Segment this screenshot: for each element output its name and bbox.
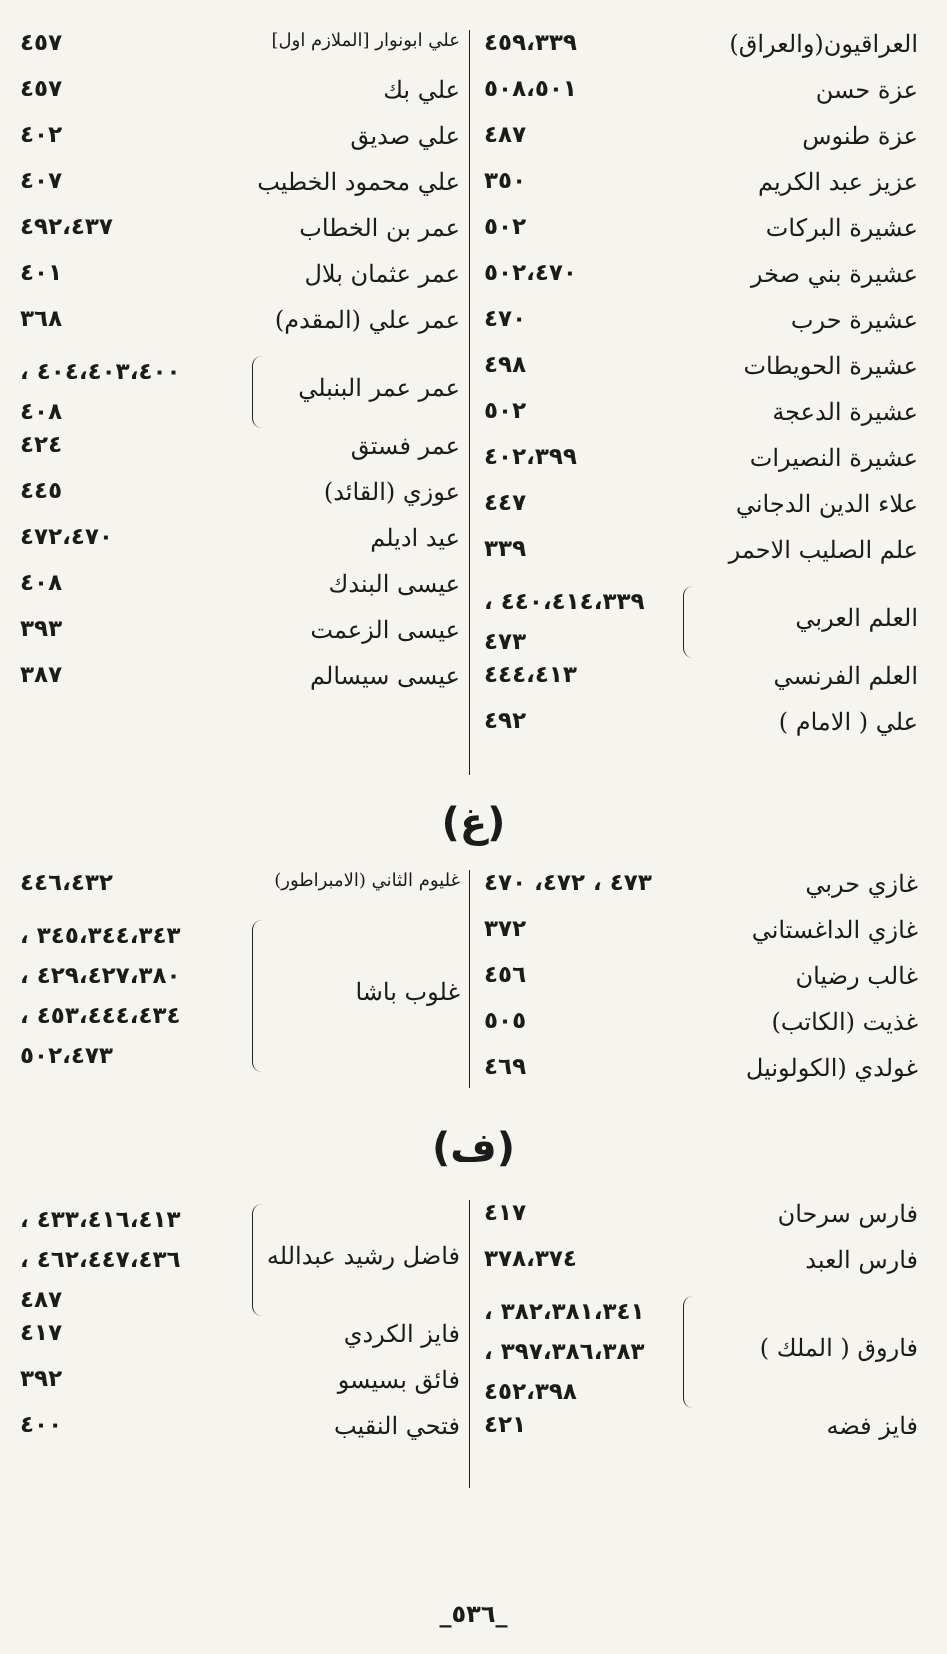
entry-name: عوزي (القائد) [323,478,460,506]
entry-page-numbers [20,352,250,432]
entry-name: عشيرة حرب [790,306,918,334]
entry-name: غازي الداغستاني [751,916,918,944]
entry-name: فتحي النقيب [333,1412,460,1440]
entry-page-numbers [478,536,689,562]
page-number-line: ٤٠٧ [20,168,63,194]
index-entry [478,30,918,76]
entry-page-numbers [478,1008,689,1034]
index-entry [20,30,460,76]
grouping-brace [683,586,694,658]
entry-page-numbers [478,352,689,378]
entry-page-numbers [478,444,689,470]
entry-name: فارس العبد [805,1246,918,1274]
page-number-line: ٤٧٢،٤٧٠ [20,524,113,550]
page-number-line: ٤٥٧ [20,30,63,56]
entry-name: عيسى الزعمت [310,616,460,644]
entry-page-numbers [20,616,250,642]
page-number-line: ٤٠٠ [20,1412,63,1438]
page-number-line: ٤٨٧ [20,1287,63,1313]
entry-page-numbers [20,214,250,240]
index-entry [478,1292,918,1412]
entry-name: غالب رضيان [795,962,918,990]
index-entry [20,122,460,168]
index-entry [20,1320,460,1366]
page-number-line: ٤٤٧ [484,490,527,516]
entry-page-numbers [20,570,250,596]
index-entry [20,214,460,260]
entry-page-numbers [478,1200,689,1226]
entry-page-numbers [20,870,250,896]
page-number-line: ٤٥٣،٤٤٤،٤٣٤ ، [20,1003,181,1029]
grouping-brace [252,920,263,1072]
entry-page-numbers [478,1246,689,1272]
entry-name: فايز الكردي [343,1320,460,1348]
entry-page-numbers [478,962,689,988]
page-number-line: ٥٠٨،٥٠١ [484,76,577,102]
entry-page-numbers [478,1054,689,1080]
page-number-line: ٥٠٢ [484,214,527,240]
section-ghain [0,870,947,1100]
index-entry [478,306,918,352]
entry-name: علي صديق [350,122,460,150]
page-number-line: ٥٠٥ [484,1008,527,1034]
index-entry [478,1200,918,1246]
index-entry [20,916,460,1076]
index-entry [478,490,918,536]
entry-name: عزيز عبد الكريم [757,168,918,196]
entry-page-numbers [20,662,250,688]
page-number-line: ٤٠٤،٤٠٣،٤٠٠ ، [20,359,181,385]
entry-name: علم الصليب الاحمر [728,536,918,564]
page-number-line: ٤١٧ [20,1320,63,1346]
index-entry [20,1200,460,1320]
entry-page-numbers [478,662,689,688]
page-number-line: ٤٤٠،٤١٤،٣٣٩ ، [484,589,645,615]
entry-name: عيسى البندك [328,570,460,598]
index-column-left [20,30,460,708]
index-entry [478,398,918,444]
index-entry [20,306,460,352]
entry-page-numbers [478,1412,689,1438]
page-number-line: ٤٥٧ [20,76,63,102]
index-entry [478,76,918,122]
index-entry [478,962,918,1008]
entry-page-numbers [478,916,689,942]
page-number-line: ٤٤٥ [20,478,63,504]
entry-page-numbers [20,30,250,56]
page-number-line: ٤٧٣ ، ٤٧٢، ٤٧٠ [484,870,652,896]
index-entry [478,122,918,168]
page-number-line: ٤٩٢،٤٣٧ [20,214,113,240]
entry-page-numbers [478,490,689,516]
entry-page-numbers [478,214,689,240]
page-number-line: ٤٠١ [20,260,63,286]
index-entry [478,870,918,916]
entry-page-numbers [478,30,689,56]
page-number-line: ٤٠٨ [20,570,63,596]
index-entry [478,662,918,708]
entry-page-numbers [20,1366,250,1392]
page-number-line: ٥٠٢ [484,398,527,424]
entry-name: علي محمود الخطيب [257,168,460,196]
entry-name: عشيرة الحويطات [743,352,918,380]
page-number-line: ٣٩٧،٣٨٦،٣٨٣ ، [484,1339,645,1365]
entry-name: غليوم الثاني (الامبراطور) [274,870,460,891]
entry-name: علي ( الامام ) [778,708,918,736]
index-entry [478,352,918,398]
column-divider [469,30,470,775]
entry-name: عمر بن الخطاب [299,214,460,242]
entry-name: غازي حربي [805,870,918,898]
entry-name: فارس سرحان [777,1200,918,1228]
grouping-brace [252,1204,263,1316]
entry-page-numbers [478,168,689,194]
page-number-line: ٣٧٨،٣٧٤ [484,1246,577,1272]
entry-page-numbers [20,1200,250,1320]
index-entry [20,570,460,616]
index-column-right [478,30,918,754]
index-entry [20,662,460,708]
entry-page-numbers [20,260,250,286]
page-number-line: ٤٤٦،٤٣٢ [20,870,113,896]
entry-page-numbers [20,916,250,1076]
entry-name: عشيرة الدعجة [772,398,918,426]
page-number-line: ٤٠٢،٣٩٩ [484,444,577,470]
entry-name: عمر علي (المقدم) [274,306,460,334]
page-number-line: ٤٩٨ [484,352,527,378]
entry-page-numbers [20,122,250,148]
entry-page-numbers [20,432,250,458]
page-number-line: ٥٠٢،٤٧٠ [484,260,577,286]
entry-page-numbers [478,1292,689,1412]
page-number-line: ٤٤٤،٤١٣ [484,662,577,688]
section-ain [0,30,947,790]
index-entry [20,524,460,570]
column-divider [469,870,470,1088]
entry-page-numbers [20,524,250,550]
index-entry [20,1412,460,1458]
entry-name: عمر عمر البنبلي [298,374,460,402]
entry-page-numbers [478,398,689,424]
entry-name: عشيرة النصيرات [749,444,918,472]
page-number-line: ٤٥٦ [484,962,527,988]
entry-name: عزة حسن [815,76,918,104]
entry-name: عيد اديلم [370,524,460,552]
page-number-line: ٣٧٢ [484,916,527,942]
index-entry [20,478,460,524]
index-entry [478,1412,918,1458]
page-number-line: ٣٩٣ [20,616,63,642]
entry-name: عيسى سيسالم [310,662,460,690]
entry-name: غلوب باشا [355,978,460,1006]
index-entry [478,1246,918,1292]
entry-name: العراقيون(والعراق) [729,30,918,58]
entry-name: غولدي (الكولونيل [745,1054,918,1082]
entry-name: غذيت (الكاتب) [771,1008,918,1036]
index-column-right [478,870,918,1100]
entry-name: عمر فستق [350,432,460,460]
page-number-line: ٣٦٨ [20,306,63,332]
section-heading-fa: (ف) [431,1125,516,1171]
entry-page-numbers [20,478,250,504]
entry-page-numbers [20,1412,250,1438]
index-column-left [20,870,460,1076]
index-entry [20,432,460,478]
page-number-line: ٣٨٢،٣٨١،٣٤١ ، [484,1299,645,1325]
entry-name: فايز فضه [826,1412,918,1440]
index-entry [20,616,460,662]
entry-page-numbers [478,260,689,286]
entry-name: علي ابونوار [الملازم اول] [271,30,460,51]
index-entry [478,916,918,962]
grouping-brace [252,356,263,428]
index-entry [478,1008,918,1054]
entry-name: فائق بسيسو [337,1366,460,1394]
index-entry [20,76,460,122]
page-number-line: ٤٥٩،٣٣٩ [484,30,577,56]
index-entry [20,260,460,306]
index-entry [20,1366,460,1412]
entry-page-numbers [478,870,689,896]
entry-page-numbers [20,1320,250,1346]
entry-page-numbers [478,582,689,662]
index-entry [478,708,918,754]
page-number-line: ٤٧٠ [484,306,527,332]
page-number-line: ٤٩٢ [484,708,527,734]
entry-name: العلم العربي [795,604,918,632]
page-number-line: ٤٥٢،٣٩٨ [484,1379,577,1405]
column-divider [469,1200,470,1488]
index-entry [478,260,918,306]
page-number-line: ٣٣٩ [484,536,527,562]
page-number-line: ٤٨٧ [484,122,527,148]
index-column-right [478,1200,918,1458]
entry-name: عمر عثمان بلال [304,260,460,288]
page-number-line: ٤٣٣،٤١٦،٤١٣ ، [20,1207,181,1233]
index-entry [20,352,460,432]
entry-name: علاء الدين الدجاني [735,490,918,518]
entry-name: عشيرة بني صخر [750,260,918,288]
page-number-line: ٤٦٩ [484,1054,527,1080]
page-number-line: ٤١٧ [484,1200,527,1226]
index-entry [20,870,460,916]
index-entry [478,582,918,662]
entry-name: عشيرة البركات [765,214,918,242]
index-entry [478,168,918,214]
page-number-line: ٥٠٢،٤٧٣ [20,1043,113,1069]
entry-page-numbers [478,708,689,734]
entry-name: عزة طنوس [802,122,918,150]
page-number-line: ٤٢٩،٤٢٧،٣٨٠ ، [20,963,181,989]
grouping-brace [683,1296,694,1408]
entry-name: فاضل رشيد عبدالله [266,1242,460,1270]
entry-page-numbers [20,168,250,194]
entry-page-numbers [478,122,689,148]
entry-page-numbers [478,76,689,102]
page-number-line: ٣٩٢ [20,1366,63,1392]
section-heading-ghain: (غ) [441,800,506,846]
index-entry [478,214,918,260]
section-fa [0,1200,947,1500]
page-number: _٥٣٦_ [439,1600,508,1628]
index-column-left [20,1200,460,1458]
page-number-line: ٤٠٨ [20,399,63,425]
page-number-line: ٤٧٣ [484,629,527,655]
page-number-line: ٣٥٠ [484,168,527,194]
entry-name: فاروق ( الملك ) [759,1334,918,1362]
page-number-line: ٤٢١ [484,1412,527,1438]
page-number-line: ٣٤٥،٣٤٤،٣٤٣ ، [20,923,181,949]
page-number-line: ٣٨٧ [20,662,63,688]
index-entry [20,168,460,214]
entry-page-numbers [478,306,689,332]
index-entry [478,1054,918,1100]
page-number-line: ٤٦٢،٤٤٧،٤٣٦ ، [20,1247,181,1273]
entry-name: العلم الفرنسي [773,662,918,690]
page-number-line: ٤٠٢ [20,122,63,148]
index-entry [478,536,918,582]
entry-name: علي بك [383,76,460,104]
index-entry [478,444,918,490]
page-number-line: ٤٢٤ [20,432,63,458]
entry-page-numbers [20,76,250,102]
entry-page-numbers [20,306,250,332]
